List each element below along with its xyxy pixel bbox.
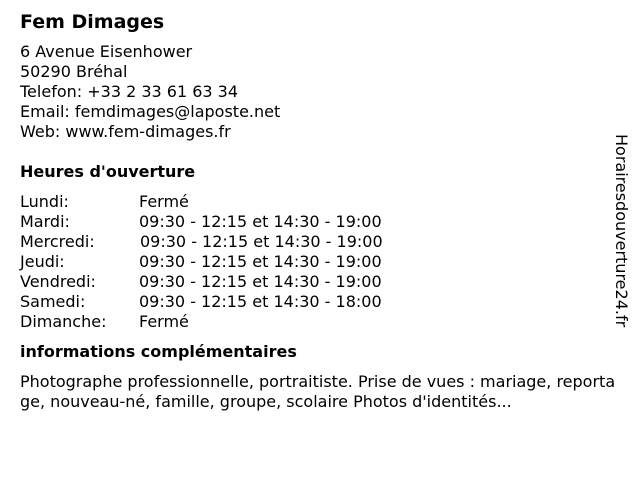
hours-row-samedi (20, 292, 620, 312)
day-hours: 09:30 - 12:15 et 14:30 - 18:00 (139, 292, 382, 311)
day-hours: 09:30 - 12:15 et 14:30 - 19:00 (139, 252, 382, 271)
hours-row-lundi (20, 192, 620, 212)
hours-row-mardi (20, 212, 620, 232)
day-hours: Fermé (139, 192, 189, 211)
day-label: Mardi: (20, 212, 70, 231)
day-label: Mercredi: (20, 232, 95, 251)
day-label: Vendredi: (20, 272, 96, 291)
day-label: Dimanche: (20, 312, 107, 331)
phone-number: Telefon: +33 2 33 61 63 34 (20, 82, 239, 101)
day-label: Jeudi: (20, 252, 65, 271)
day-hours: Fermé (139, 312, 189, 331)
street-address: 6 Avenue Eisenhower (20, 42, 193, 61)
website: Web: www.fem-dimages.fr (20, 122, 231, 141)
business-name: Fem Dimages (20, 11, 165, 33)
opening-hours-heading: Heures d'ouverture (20, 162, 196, 181)
hours-row-jeudi (20, 252, 620, 272)
opening-hours-table (20, 192, 620, 332)
day-label: Samedi: (20, 292, 86, 311)
additional-info-text: Photographe professionnelle, portraitiste. Prise de vues : mariage, reportage, nouveau-né, famille, groupe, scolaire Photos d'identités... (20, 372, 616, 411)
day-hours: 09:30 - 12:15 et 14:30 - 19:00 (139, 272, 382, 291)
postal-city: 50290 Bréhal (20, 62, 128, 81)
day-hours: 09:30 - 12:15 et 14:30 - 19:00 (139, 212, 382, 231)
hours-row-dimanche (20, 312, 620, 332)
business-card (20, 8, 620, 412)
hours-row-mercredi (20, 232, 620, 252)
email-address: Email: femdimages@laposte.net (20, 102, 281, 121)
additional-info-heading: informations complémentaires (20, 342, 297, 361)
site-watermark: Horairesdouverture24.fr (612, 134, 631, 328)
day-hours: 09:30 - 12:15 et 14:30 - 19:00 (140, 232, 383, 251)
hours-row-vendredi (20, 272, 620, 292)
day-label: Lundi: (20, 192, 69, 211)
address-block (20, 42, 620, 142)
